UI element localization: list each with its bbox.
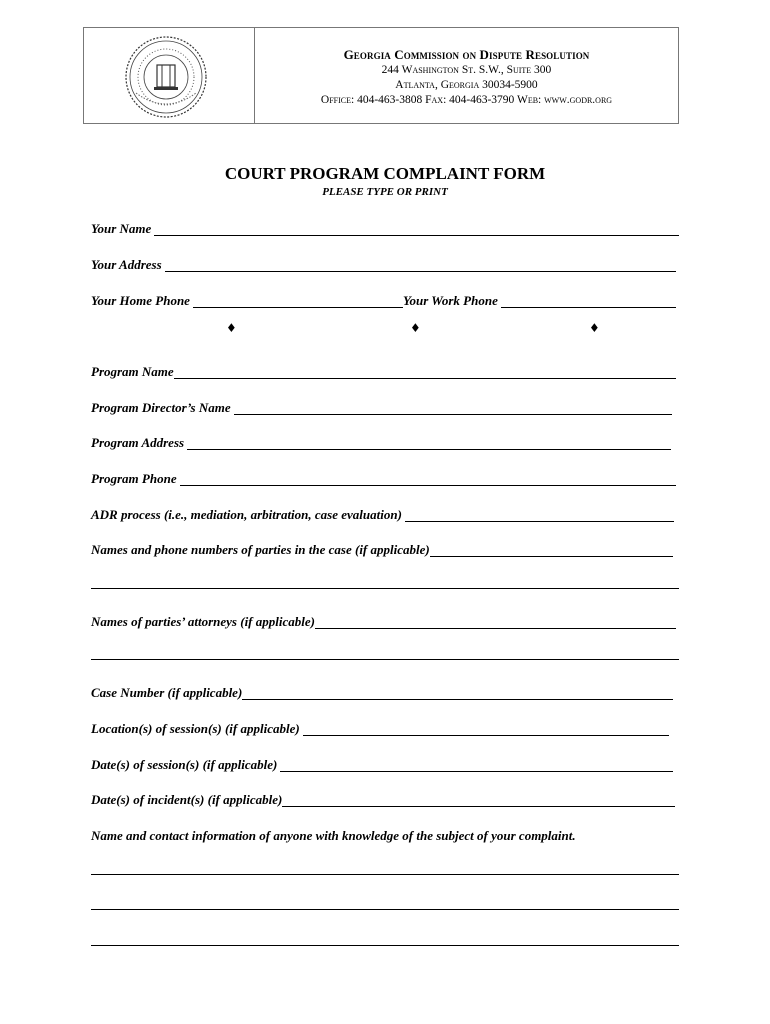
parties-blank-line[interactable] [91, 588, 679, 589]
parties-label: Names and phone numbers of parties in the case (if applicable) [91, 542, 430, 557]
attorneys-label: Names of parties’ attorneys (if applicable) [91, 614, 315, 629]
your-name-row [91, 216, 679, 236]
case-number-row [91, 680, 673, 700]
case-number-label: Case Number (if applicable) [91, 685, 243, 700]
separator-diamond: ♦ [226, 321, 237, 335]
program-name-label: Program Name [91, 364, 174, 379]
separator-diamond: ♦ [589, 321, 600, 335]
your-name-label: Your Name [91, 221, 152, 236]
program-name-field[interactable] [174, 364, 676, 379]
contacts-blank-line-3[interactable] [91, 945, 679, 946]
session-dates-label: Date(s) of session(s) (if applicable) [91, 757, 278, 772]
adr-process-field[interactable] [405, 507, 674, 522]
session-locations-label: Location(s) of session(s) (if applicable) [91, 721, 300, 736]
org-city: Atlanta, Georgia 30034-5900 [395, 79, 538, 91]
program-director-row [91, 395, 672, 415]
state-seal-icon [124, 35, 208, 119]
your-address-label: Your Address [91, 257, 162, 272]
incident-dates-label: Date(s) of incident(s) (if applicable) [91, 792, 283, 807]
program-name-row [91, 359, 676, 379]
parties-row [91, 537, 673, 557]
org-contact: Office: 404-463-3808 Fax: 404-463-3790 Web: www.godr.org [320, 94, 613, 106]
parties-field[interactable] [430, 542, 673, 557]
org-name: Georgia Commission on Dispute Resolution [343, 47, 590, 62]
organization-info [255, 28, 678, 108]
program-director-label: Program Director’s Name [91, 400, 231, 415]
session-locations-field[interactable] [303, 721, 669, 736]
home-phone-field[interactable] [193, 293, 403, 308]
program-phone-row [91, 466, 676, 486]
session-dates-field[interactable] [280, 757, 673, 772]
program-address-field[interactable] [187, 435, 671, 450]
incident-dates-row [91, 787, 675, 807]
case-number-field[interactable] [242, 685, 673, 700]
session-locations-row [91, 716, 669, 736]
attorneys-row [91, 609, 676, 629]
org-address: 244 Washington St. S.W., Suite 300 [381, 64, 552, 76]
session-dates-row [91, 752, 673, 772]
work-phone-label: Your Work Phone [402, 293, 498, 308]
separator-diamond: ♦ [410, 321, 421, 335]
program-phone-field[interactable] [180, 471, 676, 486]
contacts-label: Name and contact information of anyone with knowledge of the subject of your complaint. [91, 828, 576, 843]
letterhead [83, 27, 679, 124]
your-address-row [91, 252, 676, 272]
program-director-field[interactable] [234, 400, 672, 415]
adr-process-label: ADR process (i.e., mediation, arbitration, case evaluation) [91, 507, 402, 522]
incident-dates-field[interactable] [282, 792, 675, 807]
form-title: COURT PROGRAM COMPLAINT FORM [224, 164, 546, 183]
contacts-blank-line-2[interactable] [91, 909, 679, 910]
form-subtitle: PLEASE TYPE OR PRINT [322, 186, 448, 198]
adr-process-row [91, 502, 674, 522]
program-phone-label: Program Phone [91, 471, 177, 486]
attorneys-field[interactable] [315, 614, 676, 629]
home-phone-label: Your Home Phone [91, 293, 190, 308]
program-address-row [91, 430, 671, 450]
your-name-field[interactable] [154, 221, 679, 236]
phone-row [91, 288, 676, 308]
attorneys-blank-line[interactable] [91, 659, 679, 660]
contacts-row [91, 823, 691, 843]
work-phone-field[interactable] [501, 293, 676, 308]
program-address-label: Program Address [91, 435, 185, 450]
contacts-blank-line-1[interactable] [91, 874, 679, 875]
your-address-field[interactable] [165, 257, 676, 272]
